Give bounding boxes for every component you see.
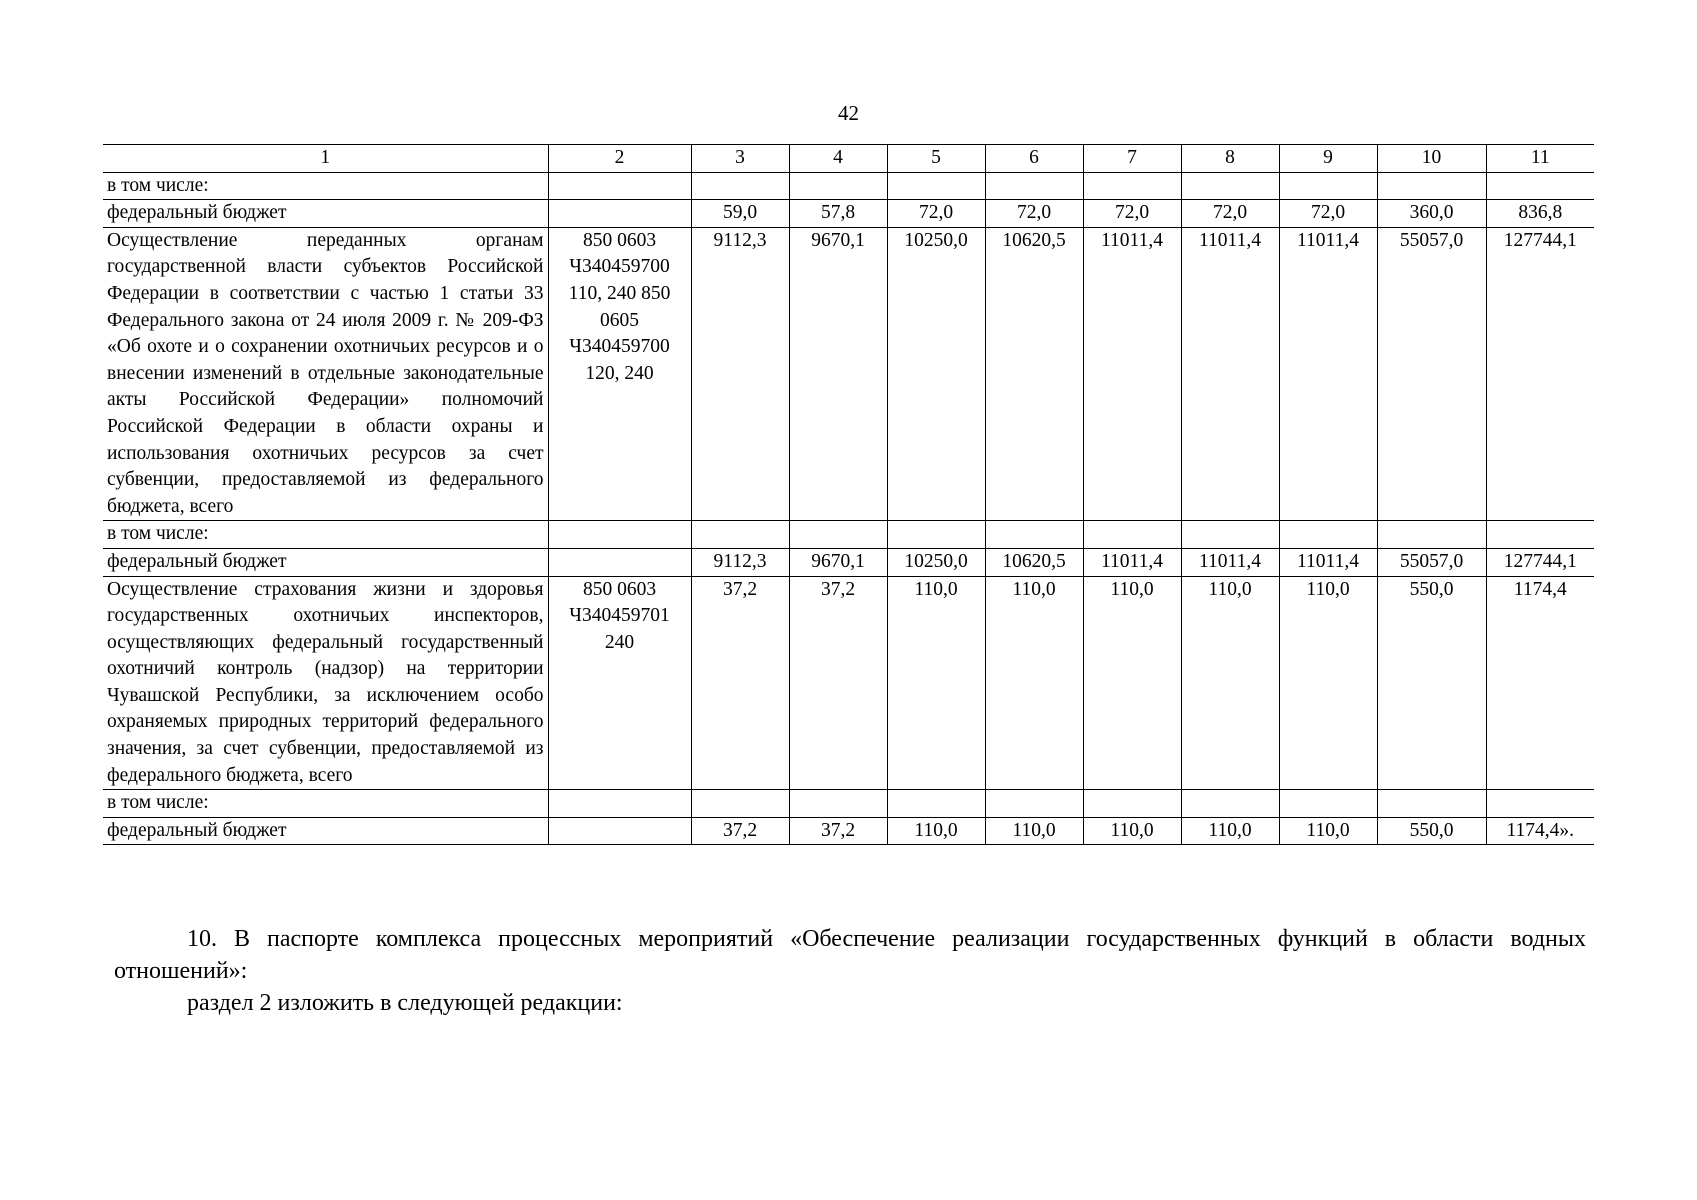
value-cell: 72,0	[985, 200, 1083, 228]
value-cell: 72,0	[1279, 200, 1377, 228]
row-label: федеральный бюджет	[103, 548, 548, 576]
value-cell: 110,0	[887, 576, 985, 790]
value-cell	[1279, 790, 1377, 818]
row-code: 850 0603 Ч340459701 240	[548, 576, 691, 790]
value-cell	[1377, 521, 1486, 549]
value-cell	[1083, 790, 1181, 818]
header-cell: 5	[887, 145, 985, 173]
value-cell: 72,0	[887, 200, 985, 228]
value-cell	[1083, 521, 1181, 549]
row-label: в том числе:	[103, 172, 548, 200]
table-row	[103, 227, 1594, 521]
value-cell	[789, 521, 887, 549]
value-cell: 11011,4	[1279, 548, 1377, 576]
page-number: 42	[838, 101, 859, 125]
value-cell: 37,2	[691, 817, 789, 845]
value-cell	[985, 172, 1083, 200]
value-cell: 127744,1	[1486, 548, 1594, 576]
row-code	[548, 521, 691, 549]
header-cell: 6	[985, 145, 1083, 173]
value-cell	[1181, 521, 1279, 549]
value-cell: 10250,0	[887, 227, 985, 521]
row-code	[548, 817, 691, 845]
header-cell: 11	[1486, 145, 1594, 173]
row-code	[548, 172, 691, 200]
value-cell: 11011,4	[1181, 548, 1279, 576]
table-row	[103, 172, 1594, 200]
table-row	[103, 521, 1594, 549]
header-cell: 4	[789, 145, 887, 173]
table-row	[103, 576, 1594, 790]
value-cell: 360,0	[1377, 200, 1486, 228]
value-cell: 37,2	[789, 576, 887, 790]
header-cell: 10	[1377, 145, 1486, 173]
value-cell: 127744,1	[1486, 227, 1594, 521]
value-cell: 55057,0	[1377, 227, 1486, 521]
value-cell: 110,0	[887, 817, 985, 845]
value-cell: 11011,4	[1083, 227, 1181, 521]
table-row	[103, 200, 1594, 228]
header-cell: 2	[548, 145, 691, 173]
header-cell: 8	[1181, 145, 1279, 173]
row-code: 850 0603 Ч340459700 110, 240 850 0605 Ч340459700 120, 240	[548, 227, 691, 521]
value-cell: 110,0	[1083, 576, 1181, 790]
header-cell: 3	[691, 145, 789, 173]
value-cell	[1181, 790, 1279, 818]
value-cell	[1486, 790, 1594, 818]
table-header-row	[103, 145, 1594, 173]
paragraph-item-10	[114, 923, 1586, 987]
value-cell	[1486, 172, 1594, 200]
value-cell: 10620,5	[985, 548, 1083, 576]
value-cell: 55057,0	[1377, 548, 1486, 576]
value-cell: 11011,4	[1181, 227, 1279, 521]
value-cell: 110,0	[1181, 576, 1279, 790]
row-label: федеральный бюджет	[103, 200, 548, 228]
value-cell: 59,0	[691, 200, 789, 228]
value-cell: 37,2	[789, 817, 887, 845]
value-cell	[1279, 172, 1377, 200]
row-label: в том числе:	[103, 790, 548, 818]
value-cell	[985, 521, 1083, 549]
value-cell	[789, 172, 887, 200]
header-cell: 7	[1083, 145, 1181, 173]
paragraph-text: 10. В паспорте комплекса процессных мероприятий «Обеспечение реализации государственных функций в области водных отношений»:	[114, 926, 1586, 984]
header-cell: 9	[1279, 145, 1377, 173]
value-cell: 11011,4	[1279, 227, 1377, 521]
value-cell	[1083, 172, 1181, 200]
value-cell	[887, 790, 985, 818]
value-cell: 836,8	[1486, 200, 1594, 228]
value-cell: 9670,1	[789, 548, 887, 576]
table-row	[103, 548, 1594, 576]
value-cell: 10620,5	[985, 227, 1083, 521]
value-cell	[1181, 172, 1279, 200]
value-cell: 550,0	[1377, 817, 1486, 845]
value-cell: 110,0	[1279, 817, 1377, 845]
value-cell	[1279, 521, 1377, 549]
value-cell: 550,0	[1377, 576, 1486, 790]
value-cell: 11011,4	[1083, 548, 1181, 576]
value-cell: 10250,0	[887, 548, 985, 576]
row-label: Осуществление страхования жизни и здоровья государственных охотничьих инспекторов, осуществляющих федеральный государственный охотничий контроль (надзор) на территории Чувашской Республики, за исключением особо охраняемых природных территорий федерального значения, за счет субвенции, предоставляемой из федерального бюджета, всего	[103, 576, 548, 790]
value-cell	[985, 790, 1083, 818]
value-cell: 9112,3	[691, 548, 789, 576]
value-cell	[887, 521, 985, 549]
value-cell: 1174,4».	[1486, 817, 1594, 845]
value-cell	[1377, 790, 1486, 818]
row-label: Осуществление переданных органам государственной власти субъектов Российской Федерации в соответствии с частью 1 статьи 33 Федерального закона от 24 июля 2009 г. № 209-ФЗ «Об охоте и о сохранении охотничьих ресурсов и о внесении изменений в отдельные законодательные акты Российской Федерации» полномочий Российской Федерации в области охраны и использования охотничьих ресурсов за счет субвенции, предоставляемой из федерального бюджета, всего	[103, 227, 548, 521]
value-cell: 72,0	[1083, 200, 1181, 228]
value-cell: 9670,1	[789, 227, 887, 521]
paragraph-instruction: раздел 2 изложить в следующей редакции:	[187, 990, 623, 1016]
budget-table	[103, 144, 1594, 845]
row-label: федеральный бюджет	[103, 817, 548, 845]
value-cell	[887, 172, 985, 200]
row-code	[548, 200, 691, 228]
value-cell	[1486, 521, 1594, 549]
value-cell: 72,0	[1181, 200, 1279, 228]
table-row	[103, 790, 1594, 818]
value-cell	[691, 790, 789, 818]
value-cell: 110,0	[985, 817, 1083, 845]
value-cell: 110,0	[1279, 576, 1377, 790]
value-cell: 1174,4	[1486, 576, 1594, 790]
row-code	[548, 790, 691, 818]
value-cell: 110,0	[1181, 817, 1279, 845]
value-cell: 110,0	[1083, 817, 1181, 845]
value-cell: 37,2	[691, 576, 789, 790]
row-code	[548, 548, 691, 576]
value-cell	[789, 790, 887, 818]
value-cell	[691, 521, 789, 549]
value-cell: 57,8	[789, 200, 887, 228]
header-cell: 1	[103, 145, 548, 173]
value-cell	[1377, 172, 1486, 200]
value-cell: 110,0	[985, 576, 1083, 790]
row-label: в том числе:	[103, 521, 548, 549]
table-row	[103, 817, 1594, 845]
value-cell	[691, 172, 789, 200]
value-cell: 9112,3	[691, 227, 789, 521]
